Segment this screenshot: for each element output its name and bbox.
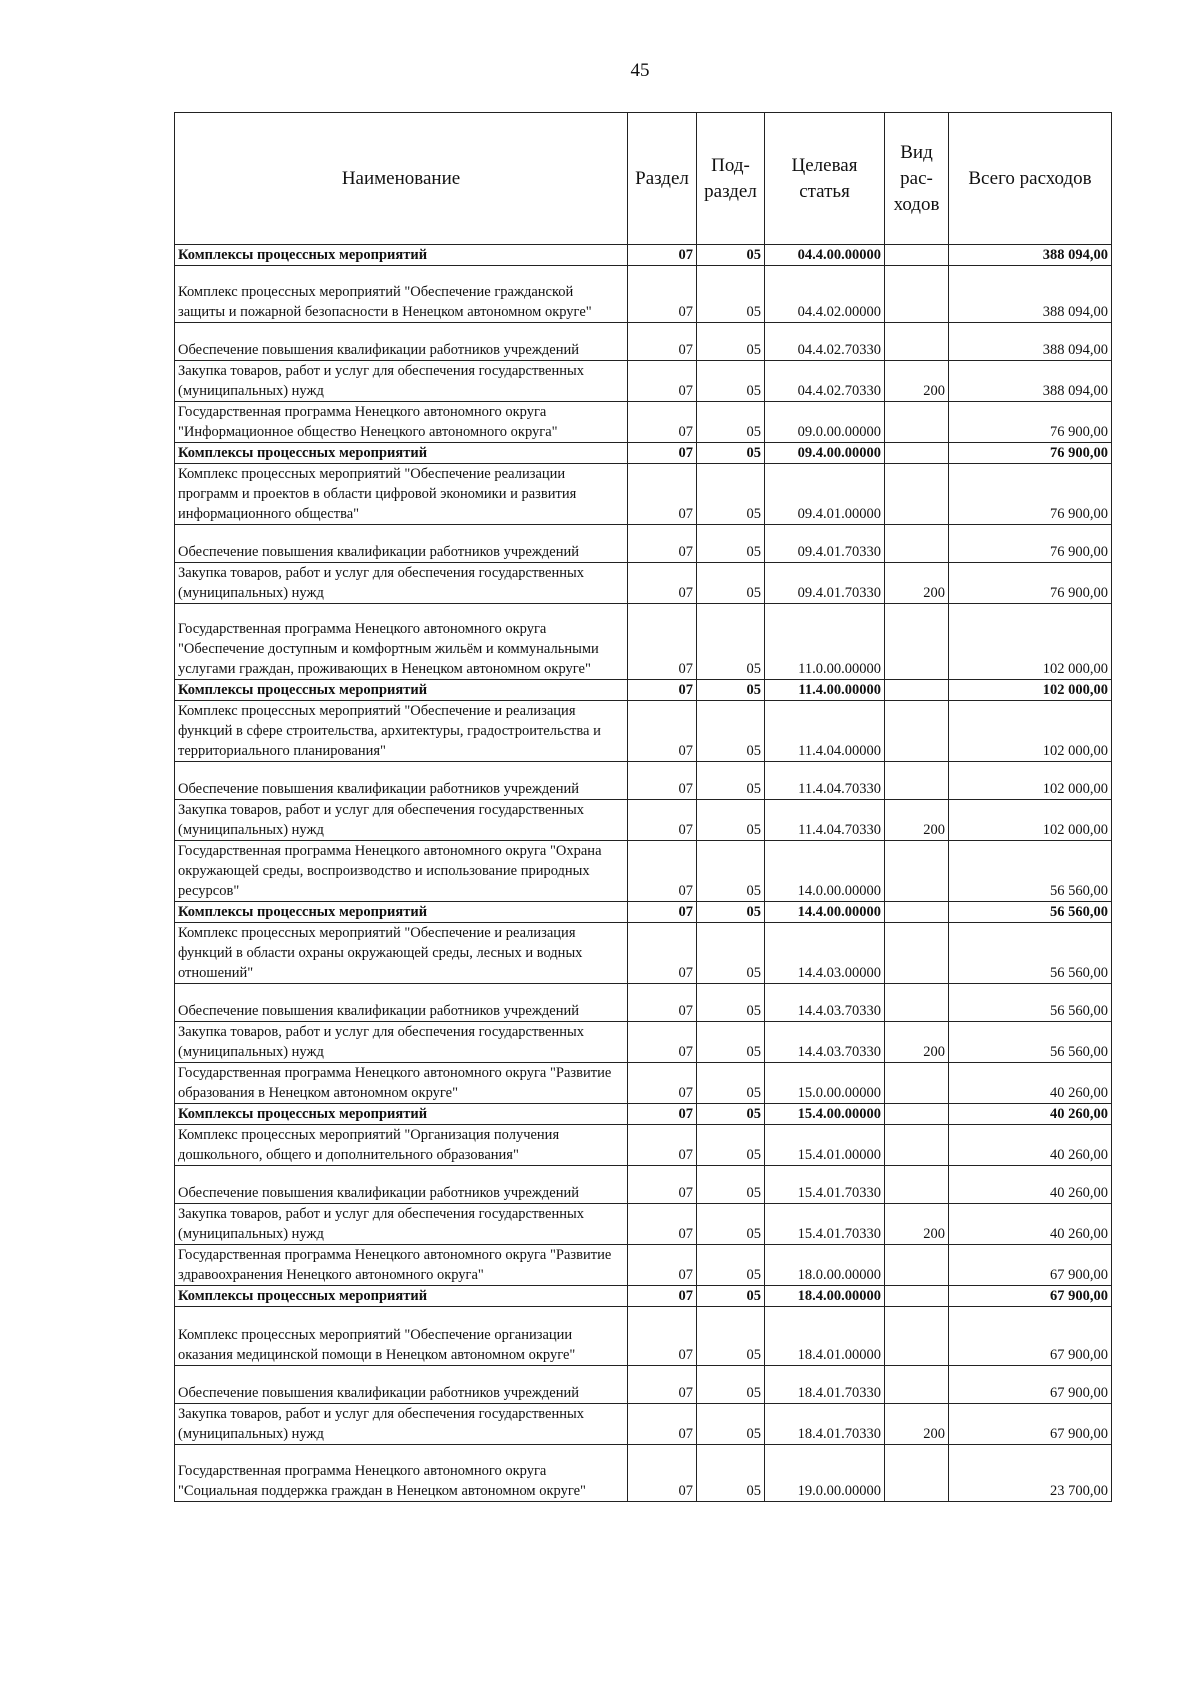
row-statya-cell: 14.4.03.70330	[765, 984, 885, 1022]
row-vid-cell	[885, 245, 949, 266]
row-vid-cell	[885, 1307, 949, 1366]
row-podrazdel-cell: 05	[697, 402, 765, 443]
row-total-cell: 40 260,00	[949, 1125, 1112, 1166]
table-row	[175, 1125, 1112, 1166]
row-razdel-cell: 07	[628, 701, 697, 762]
row-total-cell: 40 260,00	[949, 1104, 1112, 1125]
row-name-cell: Обеспечение повышения квалификации работников учреждений	[175, 1366, 628, 1404]
row-total-cell: 56 560,00	[949, 923, 1112, 984]
header-vid: Вид рас- ходов	[885, 113, 949, 245]
header-total: Всего расходов	[949, 113, 1112, 245]
row-vid-cell	[885, 266, 949, 323]
row-razdel-cell: 07	[628, 361, 697, 402]
row-total-cell: 40 260,00	[949, 1204, 1112, 1245]
row-name-cell: Обеспечение повышения квалификации работников учреждений	[175, 525, 628, 563]
row-razdel-cell: 07	[628, 923, 697, 984]
row-total-cell: 102 000,00	[949, 680, 1112, 701]
row-statya-cell: 09.4.00.00000	[765, 443, 885, 464]
row-vid-cell	[885, 902, 949, 923]
header-name: Наименование	[175, 113, 628, 245]
row-vid-cell	[885, 923, 949, 984]
row-name-cell: Закупка товаров, работ и услуг для обеспечения государственных (муниципальных) нужд	[175, 1204, 628, 1245]
row-razdel-cell: 07	[628, 762, 697, 800]
row-name-cell: Комплекс процессных мероприятий "Обеспечение организации оказания медицинской помощи в Ненецком автономном округе"	[175, 1307, 628, 1366]
row-podrazdel-cell: 05	[697, 323, 765, 361]
row-vid-cell	[885, 323, 949, 361]
row-statya-cell: 04.4.02.70330	[765, 361, 885, 402]
row-vid-cell	[885, 762, 949, 800]
row-vid-cell	[885, 1286, 949, 1307]
row-razdel-cell: 07	[628, 1307, 697, 1366]
row-podrazdel-cell: 05	[697, 1204, 765, 1245]
table-row	[175, 984, 1112, 1022]
row-vid-cell	[885, 1445, 949, 1502]
row-podrazdel-cell: 05	[697, 1366, 765, 1404]
row-name-cell: Закупка товаров, работ и услуг для обеспечения государственных (муниципальных) нужд	[175, 800, 628, 841]
row-name-cell: Закупка товаров, работ и услуг для обеспечения государственных (муниципальных) нужд	[175, 1022, 628, 1063]
row-podrazdel-cell: 05	[697, 902, 765, 923]
row-podrazdel-cell: 05	[697, 762, 765, 800]
row-name-cell: Государственная программа Ненецкого автономного округа "Обеспечение доступным и комфортным жильём и коммунальными услугами граждан, проживающих в Ненецком автономном округе"	[175, 604, 628, 680]
row-total-cell: 56 560,00	[949, 984, 1112, 1022]
row-podrazdel-cell: 05	[697, 984, 765, 1022]
table-row	[175, 902, 1112, 923]
row-total-cell: 388 094,00	[949, 245, 1112, 266]
table-row	[175, 1063, 1112, 1104]
table-row	[175, 1104, 1112, 1125]
row-podrazdel-cell: 05	[697, 1104, 765, 1125]
row-podrazdel-cell: 05	[697, 1245, 765, 1286]
row-vid-cell: 200	[885, 800, 949, 841]
row-name-cell: Государственная программа Ненецкого автономного округа "Развитие образования в Ненецком автономном округе"	[175, 1063, 628, 1104]
row-statya-cell: 18.4.01.70330	[765, 1404, 885, 1445]
page-number: 45	[630, 60, 650, 81]
row-statya-cell: 19.0.00.00000	[765, 1445, 885, 1502]
row-statya-cell: 11.4.00.00000	[765, 680, 885, 701]
row-podrazdel-cell: 05	[697, 1125, 765, 1166]
row-statya-cell: 14.0.00.00000	[765, 841, 885, 902]
table-row	[175, 923, 1112, 984]
table-row	[175, 563, 1112, 604]
row-name-cell: Государственная программа Ненецкого автономного округа "Охрана окружающей среды, воспроизводство и использование природных ресурсов"	[175, 841, 628, 902]
row-name-cell: Обеспечение повышения квалификации работников учреждений	[175, 1166, 628, 1204]
row-podrazdel-cell: 05	[697, 525, 765, 563]
row-vid-cell: 200	[885, 563, 949, 604]
row-name-cell: Комплекс процессных мероприятий "Обеспечение и реализация функций в сфере строительства, архитектуры, градостроительства и территориального планирования"	[175, 701, 628, 762]
row-statya-cell: 11.4.04.70330	[765, 762, 885, 800]
row-name-cell: Комплекс процессных мероприятий "Организация получения дошкольного, общего и дополнительного образования"	[175, 1125, 628, 1166]
table-row	[175, 762, 1112, 800]
row-statya-cell: 18.4.01.00000	[765, 1307, 885, 1366]
row-razdel-cell: 07	[628, 1204, 697, 1245]
row-name-cell: Комплексы процессных мероприятий	[175, 680, 628, 701]
row-total-cell: 76 900,00	[949, 443, 1112, 464]
table-row	[175, 361, 1112, 402]
row-statya-cell: 11.4.04.00000	[765, 701, 885, 762]
row-total-cell: 56 560,00	[949, 902, 1112, 923]
row-razdel-cell: 07	[628, 902, 697, 923]
row-vid-cell	[885, 402, 949, 443]
row-vid-cell	[885, 1366, 949, 1404]
table-row	[175, 1404, 1112, 1445]
table-row	[175, 1286, 1112, 1307]
row-razdel-cell: 07	[628, 1104, 697, 1125]
row-statya-cell: 15.4.00.00000	[765, 1104, 885, 1125]
row-name-cell: Обеспечение повышения квалификации работников учреждений	[175, 323, 628, 361]
row-statya-cell: 04.4.02.70330	[765, 323, 885, 361]
row-statya-cell: 14.4.00.00000	[765, 902, 885, 923]
row-podrazdel-cell: 05	[697, 245, 765, 266]
row-total-cell: 67 900,00	[949, 1245, 1112, 1286]
row-vid-cell	[885, 841, 949, 902]
row-podrazdel-cell: 05	[697, 1022, 765, 1063]
row-total-cell: 67 900,00	[949, 1286, 1112, 1307]
row-name-cell: Закупка товаров, работ и услуг для обеспечения государственных (муниципальных) нужд	[175, 563, 628, 604]
table-row	[175, 266, 1112, 323]
row-vid-cell	[885, 443, 949, 464]
table-row	[175, 245, 1112, 266]
row-name-cell: Обеспечение повышения квалификации работников учреждений	[175, 984, 628, 1022]
row-razdel-cell: 07	[628, 1063, 697, 1104]
table-row	[175, 701, 1112, 762]
row-statya-cell: 11.0.00.00000	[765, 604, 885, 680]
row-statya-cell: 09.4.01.00000	[765, 464, 885, 525]
row-podrazdel-cell: 05	[697, 841, 765, 902]
row-vid-cell	[885, 604, 949, 680]
row-vid-cell	[885, 525, 949, 563]
row-razdel-cell: 07	[628, 841, 697, 902]
row-razdel-cell: 07	[628, 1366, 697, 1404]
table-header	[175, 113, 1112, 245]
row-statya-cell: 11.4.04.70330	[765, 800, 885, 841]
table-row	[175, 1204, 1112, 1245]
row-name-cell: Комплексы процессных мероприятий	[175, 443, 628, 464]
table-row	[175, 800, 1112, 841]
row-vid-cell	[885, 1125, 949, 1166]
row-total-cell: 102 000,00	[949, 762, 1112, 800]
table-row	[175, 323, 1112, 361]
row-vid-cell	[885, 1104, 949, 1125]
row-vid-cell	[885, 1166, 949, 1204]
row-razdel-cell: 07	[628, 563, 697, 604]
row-podrazdel-cell: 05	[697, 1166, 765, 1204]
row-vid-cell	[885, 1063, 949, 1104]
row-razdel-cell: 07	[628, 266, 697, 323]
table-row	[175, 604, 1112, 680]
row-razdel-cell: 07	[628, 1022, 697, 1063]
row-total-cell: 102 000,00	[949, 701, 1112, 762]
row-podrazdel-cell: 05	[697, 443, 765, 464]
row-total-cell: 76 900,00	[949, 402, 1112, 443]
row-total-cell: 76 900,00	[949, 525, 1112, 563]
table-row	[175, 1245, 1112, 1286]
row-razdel-cell: 07	[628, 323, 697, 361]
table-row	[175, 1366, 1112, 1404]
row-name-cell: Комплексы процессных мероприятий	[175, 1286, 628, 1307]
row-name-cell: Обеспечение повышения квалификации работников учреждений	[175, 762, 628, 800]
header-podrazdel: Под- раздел	[697, 113, 765, 245]
row-razdel-cell: 07	[628, 443, 697, 464]
row-total-cell: 388 094,00	[949, 361, 1112, 402]
row-total-cell: 56 560,00	[949, 1022, 1112, 1063]
row-razdel-cell: 07	[628, 1125, 697, 1166]
row-name-cell: Комплексы процессных мероприятий	[175, 245, 628, 266]
row-razdel-cell: 07	[628, 800, 697, 841]
row-podrazdel-cell: 05	[697, 680, 765, 701]
table-row	[175, 680, 1112, 701]
row-name-cell: Комплексы процессных мероприятий	[175, 1104, 628, 1125]
row-name-cell: Комплексы процессных мероприятий	[175, 902, 628, 923]
row-vid-cell: 200	[885, 1022, 949, 1063]
header-statya: Целевая статья	[765, 113, 885, 245]
row-name-cell: Закупка товаров, работ и услуг для обеспечения государственных (муниципальных) нужд	[175, 361, 628, 402]
row-podrazdel-cell: 05	[697, 266, 765, 323]
row-statya-cell: 04.4.00.00000	[765, 245, 885, 266]
row-razdel-cell: 07	[628, 525, 697, 563]
row-statya-cell: 15.4.01.70330	[765, 1204, 885, 1245]
row-statya-cell: 14.4.03.70330	[765, 1022, 885, 1063]
table-row	[175, 402, 1112, 443]
row-vid-cell: 200	[885, 1204, 949, 1245]
row-vid-cell	[885, 701, 949, 762]
row-total-cell: 67 900,00	[949, 1366, 1112, 1404]
row-podrazdel-cell: 05	[697, 1445, 765, 1502]
table-row	[175, 464, 1112, 525]
row-podrazdel-cell: 05	[697, 923, 765, 984]
table-row	[175, 525, 1112, 563]
row-total-cell: 56 560,00	[949, 841, 1112, 902]
row-name-cell: Государственная программа Ненецкого автономного округа "Развитие здравоохранения Ненецкого автономного округа"	[175, 1245, 628, 1286]
row-podrazdel-cell: 05	[697, 464, 765, 525]
row-vid-cell	[885, 680, 949, 701]
row-vid-cell	[885, 1245, 949, 1286]
table-body	[175, 245, 1112, 1502]
row-podrazdel-cell: 05	[697, 1307, 765, 1366]
row-statya-cell: 15.4.01.70330	[765, 1166, 885, 1204]
row-podrazdel-cell: 05	[697, 361, 765, 402]
row-podrazdel-cell: 05	[697, 701, 765, 762]
row-vid-cell: 200	[885, 1404, 949, 1445]
row-total-cell: 102 000,00	[949, 604, 1112, 680]
row-podrazdel-cell: 05	[697, 1286, 765, 1307]
row-total-cell: 40 260,00	[949, 1063, 1112, 1104]
row-statya-cell: 18.4.00.00000	[765, 1286, 885, 1307]
row-statya-cell: 18.0.00.00000	[765, 1245, 885, 1286]
row-total-cell: 40 260,00	[949, 1166, 1112, 1204]
table-row	[175, 1022, 1112, 1063]
row-total-cell: 76 900,00	[949, 464, 1112, 525]
budget-table	[174, 112, 1112, 1502]
row-podrazdel-cell: 05	[697, 1404, 765, 1445]
row-total-cell: 67 900,00	[949, 1404, 1112, 1445]
row-name-cell: Комплекс процессных мероприятий "Обеспечение гражданской защиты и пожарной безопасности в Ненецком автономном округе"	[175, 266, 628, 323]
row-vid-cell	[885, 464, 949, 525]
header-razdel: Раздел	[628, 113, 697, 245]
row-razdel-cell: 07	[628, 984, 697, 1022]
row-razdel-cell: 07	[628, 402, 697, 443]
row-razdel-cell: 07	[628, 680, 697, 701]
table-row	[175, 443, 1112, 464]
table-row	[175, 1166, 1112, 1204]
row-podrazdel-cell: 05	[697, 1063, 765, 1104]
row-total-cell: 102 000,00	[949, 800, 1112, 841]
row-statya-cell: 15.0.00.00000	[765, 1063, 885, 1104]
row-statya-cell: 15.4.01.00000	[765, 1125, 885, 1166]
row-razdel-cell: 07	[628, 1166, 697, 1204]
row-statya-cell: 14.4.03.00000	[765, 923, 885, 984]
row-razdel-cell: 07	[628, 1245, 697, 1286]
row-razdel-cell: 07	[628, 1286, 697, 1307]
row-razdel-cell: 07	[628, 464, 697, 525]
row-podrazdel-cell: 05	[697, 800, 765, 841]
row-name-cell: Комплекс процессных мероприятий "Обеспечение реализации программ и проектов в области цифровой экономики и развития информационного общества"	[175, 464, 628, 525]
row-razdel-cell: 07	[628, 1445, 697, 1502]
row-statya-cell: 09.4.01.70330	[765, 563, 885, 604]
row-statya-cell: 09.4.01.70330	[765, 525, 885, 563]
row-total-cell: 388 094,00	[949, 323, 1112, 361]
table-row	[175, 1307, 1112, 1366]
row-razdel-cell: 07	[628, 604, 697, 680]
row-vid-cell	[885, 984, 949, 1022]
row-name-cell: Государственная программа Ненецкого автономного округа "Социальная поддержка граждан в Ненецком автономном округе"	[175, 1445, 628, 1502]
row-statya-cell: 09.0.00.00000	[765, 402, 885, 443]
row-name-cell: Государственная программа Ненецкого автономного округа "Информационное общество Ненецкого автономного округа"	[175, 402, 628, 443]
table-row	[175, 1445, 1112, 1502]
row-total-cell: 388 094,00	[949, 266, 1112, 323]
row-total-cell: 67 900,00	[949, 1307, 1112, 1366]
row-statya-cell: 04.4.02.00000	[765, 266, 885, 323]
row-razdel-cell: 07	[628, 1404, 697, 1445]
row-podrazdel-cell: 05	[697, 604, 765, 680]
row-razdel-cell: 07	[628, 245, 697, 266]
row-total-cell: 23 700,00	[949, 1445, 1112, 1502]
row-total-cell: 76 900,00	[949, 563, 1112, 604]
row-name-cell: Комплекс процессных мероприятий "Обеспечение и реализация функций в области охраны окружающей среды, лесных и водных отношений"	[175, 923, 628, 984]
table-row	[175, 841, 1112, 902]
row-name-cell: Закупка товаров, работ и услуг для обеспечения государственных (муниципальных) нужд	[175, 1404, 628, 1445]
row-vid-cell: 200	[885, 361, 949, 402]
row-podrazdel-cell: 05	[697, 563, 765, 604]
row-statya-cell: 18.4.01.70330	[765, 1366, 885, 1404]
